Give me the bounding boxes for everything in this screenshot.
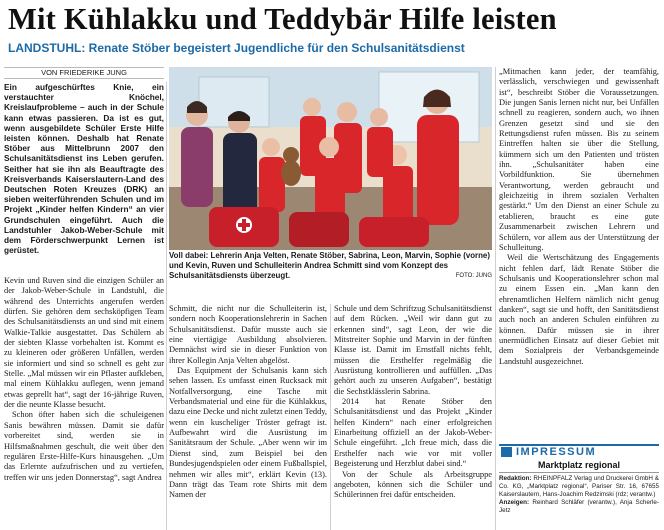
anzeigen-label: Anzeigen: [499,499,530,506]
lead-text: Ein aufgeschürftes Knie, ein verstauchter Knöchel, Kreislaufprobleme – auch in der Schule kann etwas passieren. Da ist es gut, wenn ausgebildete Schüler Erste Hilfe leisten können. Deshalb hat Renate Stöber aus Mittelbrunn 2007 den Schulsanitätsdienst ins Leben gerufen. Seither hat sie ihn als Beauftragte des Kreisverbands Kaiserslautern-Land des Deutschen Roten Kreuzes (DRK) an sieben weiterführenden Schulen und im Projekt „Kinder helfen Kindern“ an vier Grundschulen eingeführt. Auch die Landstuhler Jakob-Weber-Schule mit dem Förderschwerpunkt Lernen ist gerüstet. [4,82,164,256]
col2-para-2: Das Equipment der Schulsanis kann sich sehen lassen. Es umfasst einen Rucksack mit Notfallversorgung, eine Tasche mit Verbandsmaterial und eine für die Kühlakkus, dazu eine Decke und nicht zuletzt einen Teddy, wenn ein kuscheliger Tröster gefragt ist. Aufbewahrt wird die Ausrüstung im Sanitätsraum der Schule. „Aber wenn wir im Dienst sind, zum Beispiel bei den Bundesjugendspielen oder einem Fußballspiel, nehmen wir alles mit“, erklärt Kevin (13). Dann trägt das Team rote Shirts mit dem Namen der [169,366,327,500]
byline: VON FRIEDERIKE JUNG [4,67,164,79]
col3-para-1: Schule und dem Schriftzug Schulsanitätsdienst auf dem Rücken. „Weil wir dann gut zu erkennen sind“, sagt Leon, der wie die Mitstreiter Sophie und Marvin in der fünften Klasse ist. Damit im Ernstfall nichts fehlt, müssen die Ersthelfer regelmäßig die Ausrüstung kontrollieren und auffüllen. „Das gehört auch zu unseren Aufgaben“, bestätigt die Sechstklässlerin Sabrina. [334,304,492,396]
first-aid-bag-2 [289,212,349,247]
headline: Mit Kühlakku und Teddybär Hilfe leisten [8,2,557,36]
column-divider [330,304,331,530]
impressum-redaktion [499,475,659,499]
photo-caption [169,251,492,283]
column-3 [334,304,492,530]
impressum-anzeigen [499,499,659,515]
column-1 [4,276,164,530]
redaktion-label: Redaktion: [499,475,532,482]
subline-place: LANDSTUHL: [8,41,86,55]
col3-para-3: Von der Schule als Arbeitsgruppe angeboten, können sich die Schüler und Schülerinnen frei dafür entscheiden. [334,469,492,500]
col1-para-2: Schon öfter haben sich die schuleigenen Sanis bewähren müssen. Damit sie dafür vorbereitet sind, werden sie in Hilfsmaßnahmen geschult, die weit über den regulären Erste-Hilfe-Kurs hinausgehen. „Um das Erlernte aufzufrischen und zu vertiefen, treffen wir uns jeden Donnerstag“, sagt Andrea [4,410,164,482]
teddy-bear [281,147,301,186]
col1-para-1: Kevin und Ruven sind die einzigen Schüler an der Jakob-Weber-Schule in Landstuhl, die während des Unterrichts angerufen werden dürfen. Sie gehören dem sechsköpfigen Team des Schulsanitätsdiensts an und sind mit einem Walkie-Talkie ausgestattet. Das Schülern ab der siebten Klasse vorbehalten ist. Kommt es zu kleineren oder größeren Unfällen, werden sie informiert und sind so schnell es geht zur Stelle. „Mal müssen wir ein Pflaster aufkleben, mal einem Kühlakku auflegen, wenn jemand etwas geprellt hat“, sagt der 16-jährige Ruven, der die neunte Klasse besucht. [4,276,164,410]
impressum-body [499,475,659,530]
column-4 [499,67,659,441]
subline-text: Renate Stöber begeistert Jugendliche für den Schulsanitätsdienst [85,41,465,55]
impressum-title [499,444,659,458]
first-aid-bag-3 [359,217,429,247]
redaktion-text: RHEINPFALZ Verlag und Druckerei GmbH & Co. KG, „Marktplatz regional“, Pariser Str. 16, 67655 Kaiserslautern, Hans-Joachim Redzimski (rdz; verantw.) [499,475,659,498]
col3-para-2: 2014 hat Renate Stöber den Schulsanitätsdienst und das Projekt „Kinder helfen Kindern“ nach einer erfolgreichen Einarbeitung offiziell an der Jakob-Weber-Schule eingeführt. „Ich freue mich, dass die Ersthelfer nach wie vor mit voller Begeisterung und Herzblut dabei sind.“ [334,397,492,469]
subline [8,41,660,57]
impressum-title-text: IMPRESSUM [516,446,597,458]
col4-para-2: Weil die Wertschätzung des Engagements nicht fehlen darf, lädt Renate Stöber die Schulsanis und Kooperationslehrer schon mal zu einem Essen ein. „Man kann den ehrenamtlichen Helfern nämlich nicht genug danken“, sagt sie und hofft, den Sanitätsdienst auch noch an anderen Schulen einführen zu können. Dafür müssen sie in ihrer unermüdlichen Einsatz auf dieser Gebiet mit dem Sozialpreis der Verbandsgemeinde Landstuhl ausgezeichnet. [499,253,659,366]
lead-paragraph [4,82,164,270]
caption-text: Voll dabei: Lehrerin Anja Velten, Renate Stöber, Sabrina, Leon, Marvin, Sophie (vorne) und Kevin, Ruven und Schulleiterin Andrea Schmitt sind vom Konzept des Schulsanitätsdiensts überzeugt. [169,251,490,280]
impressum-icon [501,447,512,457]
column-divider [166,82,167,530]
col4-para-1: „Mitmachen kann jeder, der teamfähig, verlässlich, verschwiegen und gewissenhaft ist“, beschreibt Stöber die Voraussetzungen. Die jungen Sanis lernen nicht nur, bei Unfällen schnell zu reagieren, sondern auch, wo ihnen Grenzen gesetzt sind und sie den Rettungsdienst rufen müssen. Bis zu seinem Eintreffen halten sie über die Stellung, kümmern sich um den Patienten und trösten ihn. „Schulsanitäter haben eine Vorbildfunktion. Sie übernehmen Verantwortung, werden gebraucht und gleichzeitig in ihrem sozialen Verhalten gestärkt.“ Um den Dienst an einer Schule zu etablieren, braucht es eine gute Zusammenarbeit zwischen Lehrern und Schülern, vor allem aus der Unterstützung der Schulleitung. [499,67,659,252]
column-divider [495,67,496,530]
group-photo [169,67,492,250]
photo-credit: FOTO: JUNG [455,272,492,279]
column-2 [169,304,327,530]
col2-para-1: Schmitt, die nicht nur die Schulleiterin ist, sondern noch Kooperationslehrerin in Sachen Schulsanitätsdienst. Dafür musste auch sie eine viertägige Ausbildung absolvieren. Demnächst wird sie in dieser Funktion von ihrer Kollegin Anja Velten abgelöst. [169,304,327,365]
photo-illustration [169,67,492,250]
impressum-subtitle: Marktplatz regional [499,460,659,473]
anzeigen-text: Reinhard Schläfer (verantw.), Anja Scherle-Jetz [499,499,659,514]
